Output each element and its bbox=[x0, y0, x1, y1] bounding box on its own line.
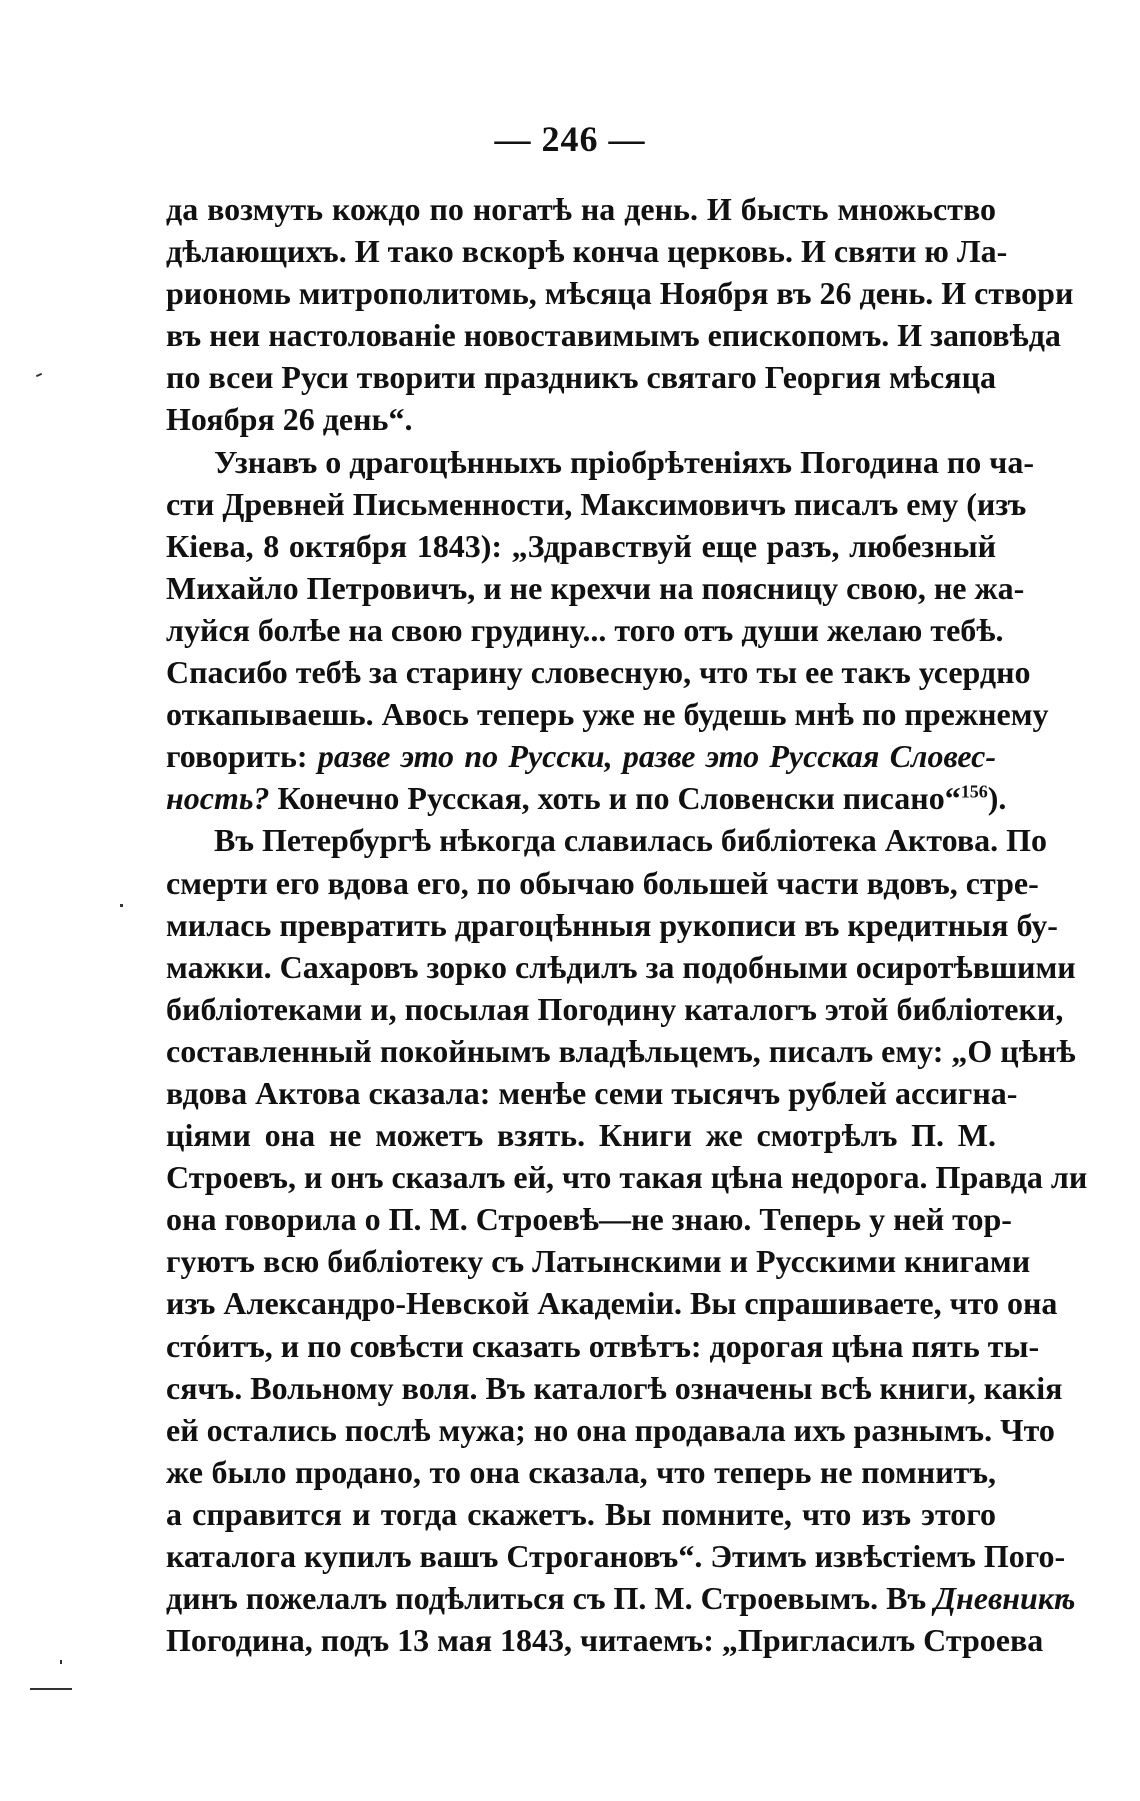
body-text bbox=[166, 188, 1088, 1661]
text-line: Въ Петербургѣ нѣкогда славилась библіотека Актова. По bbox=[214, 822, 1048, 859]
text-line: каталога купилъ вашъ Строгановъ“. Этимъ извѣстіемъ Пого- bbox=[166, 1538, 1066, 1574]
text-fragment: ). bbox=[987, 780, 1007, 817]
margin-mark bbox=[30, 1688, 72, 1690]
text-line bbox=[166, 735, 996, 777]
text-line: ціями она не можетъ взять. Книги же смотрѣлъ П. М. bbox=[166, 1117, 996, 1154]
text-line: луйся болѣе на свою грудину... того отъ души желаю тебѣ. bbox=[166, 611, 1004, 648]
footnote-ref: 156 bbox=[960, 781, 988, 802]
text-line: Кіева, 8 октября 1843): „Здравствуй еще разъ, любезный bbox=[166, 527, 996, 564]
italic-quote: ность? bbox=[166, 780, 270, 817]
text-line: да возмуть кождо по ногатѣ на день. И бысть множьство bbox=[166, 191, 996, 227]
text-line bbox=[166, 1577, 1076, 1619]
text-line: гуютъ всю библіотеку съ Латынскими и Русскими книгами bbox=[166, 1243, 1031, 1280]
text-line: откапываешь. Авось теперь уже не будешь мнѣ по прежнему bbox=[166, 696, 1049, 733]
text-line: сти Древней Письменности, Максимовичъ писалъ ему (изъ bbox=[166, 485, 1027, 522]
text-line: же было продано, то она сказала, что теперь не помнитъ, bbox=[166, 1453, 996, 1490]
text-line: составленный покойнымъ владѣльцемъ, писалъ ему: „О цѣнѣ bbox=[166, 1032, 1076, 1069]
text-line: ей остались послѣ мужа; но она продавала ихъ разнымъ. Что bbox=[166, 1411, 1055, 1448]
italic-title: Дневникѣ bbox=[934, 1580, 1076, 1617]
margin-mark bbox=[120, 904, 123, 907]
text-line: Ноября 26 день“. bbox=[166, 401, 413, 438]
text-line: она говорила о П. М. Строевѣ—не знаю. Теперь у ней тор- bbox=[166, 1201, 1012, 1238]
text-line: Узнавъ о драгоцѣнныхъ пріобрѣтеніяхъ Погодина по ча- bbox=[214, 443, 1034, 480]
text-line: стóитъ, и по совѣсти сказать отвѣтъ: дорогая цѣна пять ты- bbox=[166, 1327, 1040, 1364]
page-number: — 246 — bbox=[494, 119, 646, 159]
text-line: мажки. Сахаровъ зорко слѣдилъ за подобными осиротѣвшими bbox=[166, 948, 1076, 985]
text-fragment: Конечно Русская, хоть и по Словенски писано“ bbox=[277, 780, 961, 817]
italic-quote: разве это по Русски, разве это Русская Словес- bbox=[317, 738, 997, 775]
text-line: изъ Александро-Невской Академіи. Вы спрашиваете, что она bbox=[166, 1285, 1058, 1322]
text-line: Строевъ, и онъ сказалъ ей, что такая цѣна недорога. Правда ли bbox=[166, 1159, 1088, 1196]
text-line: по всеи Руси творити праздникъ святаго Георгия мѣсяца bbox=[166, 359, 996, 396]
text-line: библіотеками и, посылая Погодину каталогъ этой библіотеки, bbox=[166, 990, 1064, 1027]
text-line: а справится и тогда скажетъ. Вы помните, что изъ этого bbox=[166, 1495, 996, 1532]
text-line: въ неи настолованіе новоставимымъ епископомъ. И заповѣда bbox=[166, 317, 1061, 354]
margin-mark bbox=[36, 373, 42, 377]
text-line: дѣлающихъ. И тако вскорѣ конча церковь. И святи ю Ла- bbox=[166, 233, 1008, 270]
text-line: риономь митрополитомь, мѣсяца Ноября въ 26 день. И створи bbox=[166, 275, 1074, 312]
text-line: смерти его вдова его, по обычаю большей части вдовъ, стре- bbox=[166, 864, 1039, 901]
text-line: Погодина, подъ 13 мая 1843, читаемъ: „Пригласилъ Строева bbox=[166, 1622, 1044, 1659]
text-line: сячъ. Вольному воля. Въ каталогѣ означены всѣ книги, какія bbox=[166, 1369, 1063, 1406]
text-line: милась превратить драгоцѣнныя рукописи въ кредитныя бу- bbox=[166, 906, 1058, 943]
text-fragment: динъ пожелалъ подѣлиться съ П. М. Строевымъ. Въ bbox=[166, 1580, 927, 1617]
text-line bbox=[166, 777, 1007, 819]
text-fragment: говорить: bbox=[166, 738, 308, 775]
text-line: Спасибо тебѣ за старину словесную, что ты ее такъ усердно bbox=[166, 654, 1031, 691]
text-line: Михайло Петровичъ, и не крехчи на поясницу свою, не жа- bbox=[166, 569, 1025, 606]
margin-mark bbox=[60, 1660, 62, 1664]
text-line: вдова Актова сказала: менѣе семи тысячъ рублей ассигна- bbox=[166, 1074, 1018, 1111]
